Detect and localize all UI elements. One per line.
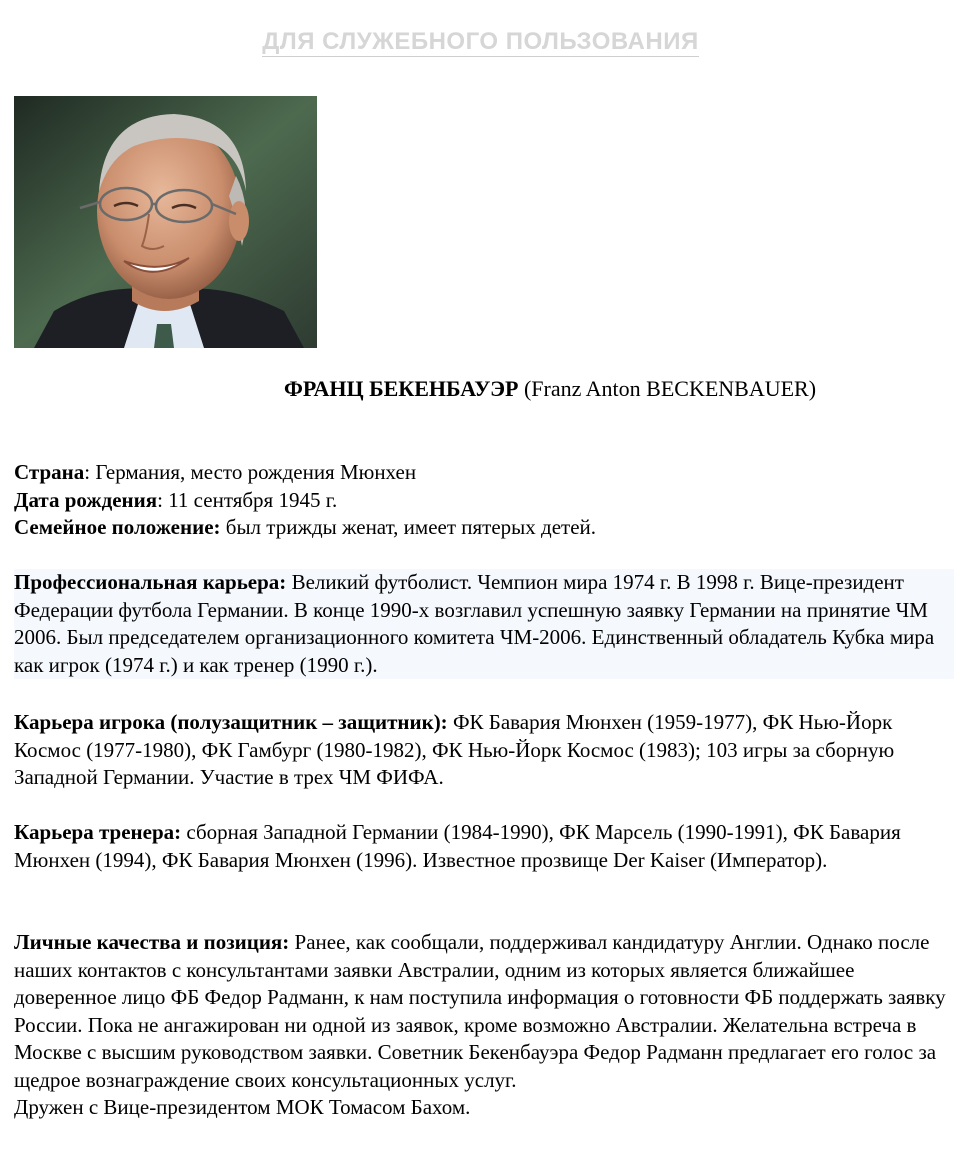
coach-career-section	[14, 819, 954, 874]
bio-section	[14, 459, 954, 542]
career-label: Профессиональная карьера:	[14, 570, 287, 594]
coach-label: Карьера тренера:	[14, 820, 182, 844]
classification-stamp-text: ДЛЯ СЛУЖЕБНОГО ПОЛЬЗОВАНИЯ	[262, 28, 699, 55]
personal-extra: Дружен с Вице-президентом МОК Томасом Бахом.	[14, 1095, 471, 1119]
player-label: Карьера игрока (полузащитник – защитник):	[14, 710, 448, 734]
personal-value: Ранее, как сообщали, поддерживал кандидатуру Англии. Однако после наших контактов с консультантами заявки Австралии, одним из которых является ближайшее доверенное лицо ФБ Федор Радманн, к нам поступила информация о готовности ФБ поддержать заявку России. Пока не ангажирован ни одной из заявок, кроме возможно Австралии. Желательна встреча в Москве с высшим руководством заявки. Советник Бекенбауэра Федор Радманн предлагает его голос за щедрое вознаграждение своих консультационных услуг.	[14, 930, 946, 1092]
family-row	[14, 514, 954, 542]
family-value: был трижды женат, имеет пятерых детей.	[220, 515, 597, 539]
coach-value: сборная Западной Германии (1984-1990), ФК Марсель (1990-1991), ФК Бавария Мюнхен (1994), ФК Бавария Мюнхен (1996). Известное прозвище Der Kaiser (Император).	[14, 820, 901, 872]
personal-qualities-section	[14, 929, 954, 1122]
classification-stamp	[0, 28, 961, 56]
person-name-latin: (Franz Anton BECKENBAUER)	[523, 376, 817, 401]
portrait-photo	[14, 96, 317, 348]
career-value: Великий футболист. Чемпион мира 1974 г. В 1998 г. Вице-президент Федерации футбола Германии. В конце 1990-х возглавил успешную заявку Германии на принятие ЧМ 2006. Был председателем организационного комитета ЧМ-2006. Единственный обладатель Кубка мира как игрок (1974 г.) и как тренер (1990 г.).	[14, 570, 935, 677]
dob-label: Дата рождения	[14, 487, 158, 512]
dob-row	[14, 487, 954, 515]
country-value: : Германия, место рождения Мюнхен	[84, 460, 417, 484]
professional-career-section	[14, 569, 954, 679]
family-label: Семейное положение:	[14, 515, 221, 539]
country-row	[14, 459, 954, 487]
player-career-section	[14, 709, 954, 792]
dob-value: : 11 сентября 1945 г.	[157, 487, 338, 512]
player-value: ФК Бавария Мюнхен (1959-1977), ФК Нью-Йорк Космос (1977-1980), ФК Гамбург (1980-1982), ФК Нью-Йорк Космос (1983); 103 игры за сборную Западной Германии. Участие в трех ЧМ ФИФА.	[14, 710, 895, 789]
person-name-ru: ФРАНЦ БЕКЕНБАУЭР	[283, 376, 519, 401]
person-name-heading	[0, 376, 961, 402]
personal-label: Личные качества и позиция:	[14, 930, 290, 954]
country-label: Страна	[14, 460, 85, 484]
